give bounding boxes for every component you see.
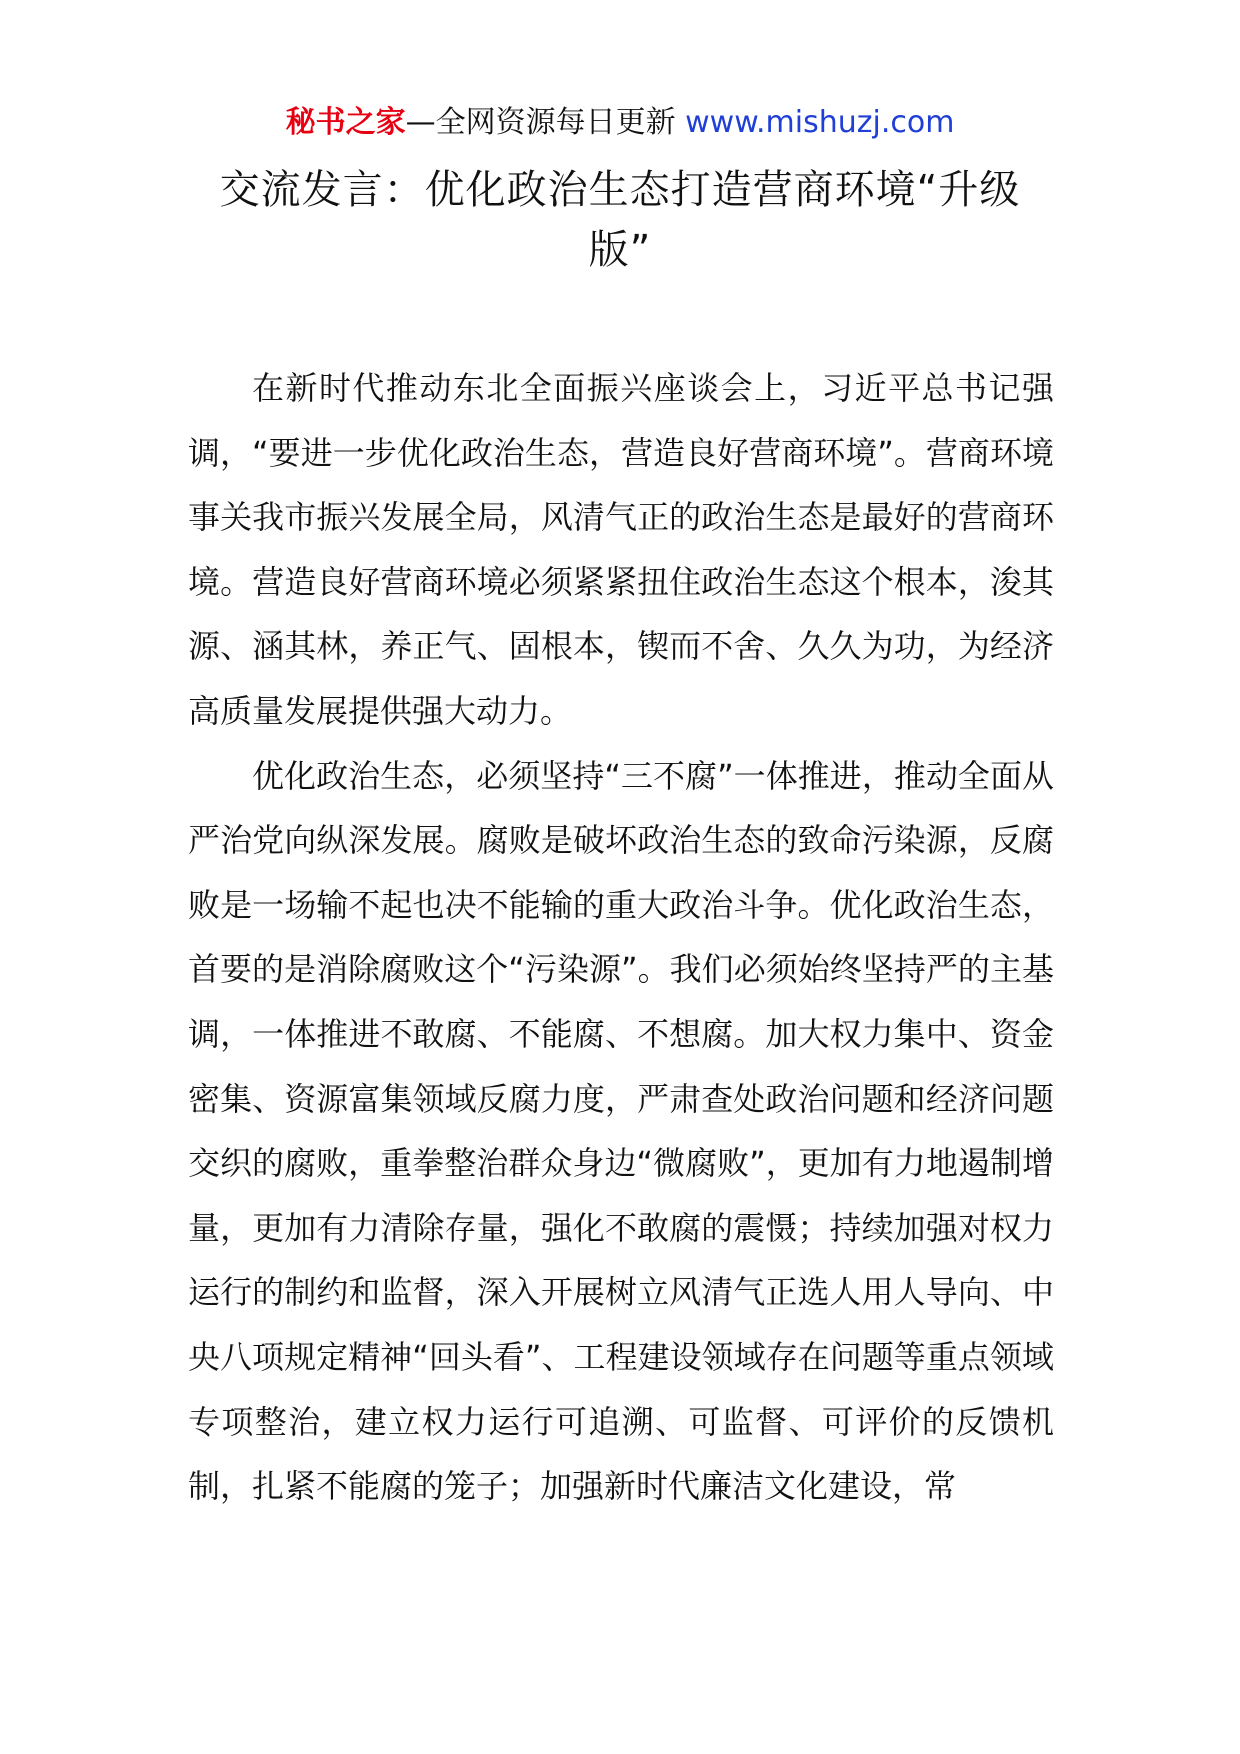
header-tagline: —全网资源每日更新	[405, 105, 676, 140]
brand-name: 秘书之家	[285, 105, 406, 140]
document-body	[188, 356, 1054, 1519]
site-url-link[interactable]: www.mishuzj.com	[685, 105, 955, 140]
paragraph-1: 在新时代推动东北全面振兴座谈会上，习近平总书记强调，“要进一步优化政治生态，营造良好营商环境”。营商环境事关我市振兴发展全局，风清气正的政治生态是最好的营商环境。营造良好营商环境必须紧紧扭住政治生态这个根本，浚其源、涵其林，养正气、固根本，锲而不舍、久久为功，为经济高质量发展提供强大动力。	[188, 369, 1054, 730]
paragraph-2: 优化政治生态，必须坚持“三不腐”一体推进，推动全面从严治党向纵深发展。腐败是破坏政治生态的致命污染源，反腐败是一场输不起也决不能输的重大政治斗争。优化政治生态，首要的是消除腐败这个“污染源”。我们必须始终坚持严的主基调，一体推进不敢腐、不能腐、不想腐。加大权力集中、资金密集、资源富集领域反腐力度，严肃查处政治问题和经济问题交织的腐败，重拳整治群众身边“微腐败”，更加有力地遏制增量，更加有力清除存量，强化不敢腐的震慑；持续加强对权力运行的制约和监督，深入开展树立风清气正选人用人导向、中央八项规定精神“回头看”、工程建设领域存在问题等重点领域专项整治，建立权力运行可追溯、可监督、可评价的反馈机制，扎紧不能腐的笼子；加强新时代廉洁文化建设，常	[188, 756, 1054, 1506]
document-title: 交流发言：优化政治生态打造营商环境“升级版”	[219, 167, 1021, 273]
site-header	[0, 100, 1240, 146]
